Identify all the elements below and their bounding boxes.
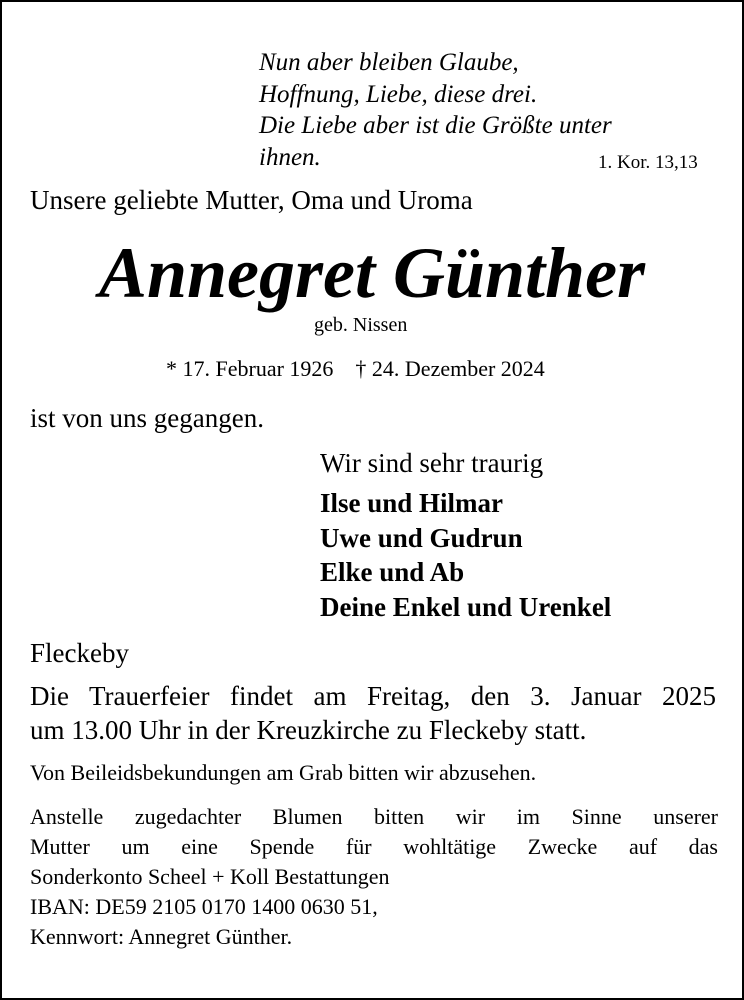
family-member: Deine Enkel und Urenkel [320, 591, 612, 622]
mourning-text: Wir sind sehr traurig [320, 448, 544, 478]
death-date: † 24. Dezember 2024 [355, 356, 545, 381]
family-list [320, 486, 611, 624]
verse-line: Die Liebe aber ist die Größte unter [259, 112, 612, 139]
donation-line: Sonderkonto Scheel + Koll Bestattungen [30, 864, 390, 889]
funeral-announcement [30, 679, 716, 747]
verse-line: Nun aber bleiben Glaube, [259, 49, 519, 76]
maiden-name: geb. Nissen [314, 314, 408, 336]
verse-line: ihnen. [259, 143, 321, 171]
verse-line: Hoffnung, Liebe, diese drei. [259, 80, 538, 108]
intro-text: Unsere geliebte Mutter, Oma und Uroma [30, 185, 473, 215]
deceased-name: Annegret Günther [98, 233, 646, 313]
ceremony-line: Die Trauerfeier findet am Freitag, den 3. Januar 2025 [30, 681, 716, 711]
birth-date: * 17. Februar 1926 [166, 356, 334, 381]
keyword-line: Kennwort: Annegret Günther. [30, 924, 293, 949]
iban-line: IBAN: DE59 2105 0170 1400 0630 51, [30, 894, 378, 919]
family-member: Uwe und Gudrun [320, 522, 523, 553]
verse-reference: 1. Kor. 13,13 [598, 152, 698, 173]
family-member: Elke und Ab [320, 557, 465, 587]
ceremony-line: um 13.00 Uhr in der Kreuzkirche zu Fleckeby statt. [30, 715, 587, 745]
donation-line: Anstelle zugedachter Blumen bitten wir im Sinne unserer [30, 804, 718, 829]
life-dates [166, 356, 545, 382]
place-name: Fleckeby [30, 638, 129, 668]
bible-verse [259, 47, 612, 173]
condolence-note: Von Beileidsbekundungen am Grab bitten wir abzusehen. [30, 760, 537, 785]
passing-text: ist von uns gegangen. [30, 403, 264, 433]
family-member: Ilse und Hilmar [320, 488, 504, 518]
donation-line: Mutter um eine Spende für wohltätige Zwecke auf das [30, 834, 718, 859]
donation-note [30, 802, 718, 952]
